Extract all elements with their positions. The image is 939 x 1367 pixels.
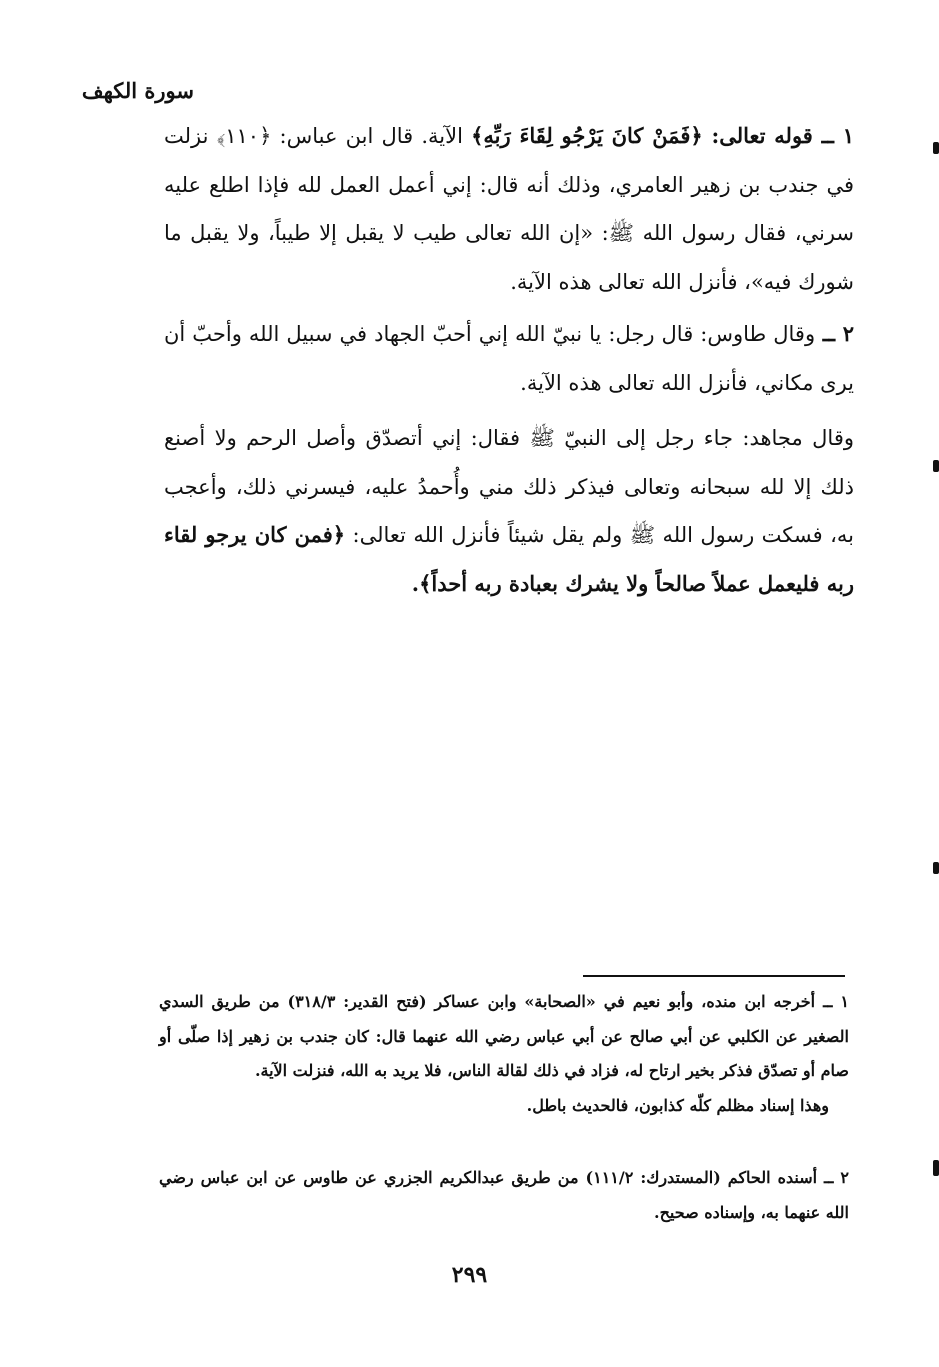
footnote-1-note: وهذا إسناد مظلم كلّه كذابون، فالحديث باطل. [526,1095,829,1115]
paragraph-3-verse: ﴿فمن كان يرجو لقاء ربه فليعمل عملاً صالحاً ولا يشرك بعبادة ربه أحداً﴾. [164,522,854,596]
edge-mark [933,1160,939,1176]
footnote-2-text: ٢ ــ أسنده الحاكم (المستدرك: ١١١/٢) من طريق عبدالكريم الجزري عن طاوس عن ابن عباس رضي الله عنهما به، وإسناده صحيح. [159,1168,850,1222]
page-number: ٢٩٩ [451,1262,488,1288]
edge-mark [933,862,939,874]
paragraph-3-text: وقال مجاهد: جاء رجل إلى النبيّ ﷺ فقال: إني أتصدّق وأصل الرحم ولا أصنع ذلك إلا لله سبحانه وتعالى فيذكر ذلك مني وأُحمدُ عليه، فيسرني ذلك، وأعجب به، فسكت رسول الله ﷺ ولم يقل شيئاً فأنزل الله تعالى: [164,426,854,547]
paragraph-1-lead: قوله تعالى: [702,123,813,148]
footnote-1-text: ١ ــ أخرجه ابن منده، وأبو نعيم في «الصحابة» وابن عساكر (فتح القدير: ٣١٨/٣) من طريق السدي الصغير عن الكلبي عن أبي صالح عن أبي عباس رضي الله عنهما قال: كان جندب بن زهير إذا صلّى أو صام أو تصدّق فذكر بخير ارتاح له، فزاد في ذلك لقالة الناس، فلا يريد به الله، فنزلت الآية. [159,992,849,1080]
paragraph-1 [164,112,854,306]
paragraph-2-number: ٢ ــ [815,321,854,346]
paragraph-1-verse: ﴿فَمَنْ كانَ يَرْجُو لِقَاءَ رَبِّهِ﴾ [471,123,703,148]
footnote-2 [159,1161,849,1230]
edge-mark [933,460,939,472]
paragraph-1-text: الآية. قال ابن عباس: ﴿١١٠﴾ نزلت في جندب بن زهير العامري، وذلك أنه قال: إني أعمل العمل لله فإذا اطلع عليه سرني، فقال رسول الله ﷺ: «إن الله تعالى طيب لا يقبل إلا طيباً، ولا يقبل ما شورك فيه»، فأنزل الله تعالى هذه الآية. [164,124,854,294]
footnote-separator [583,975,845,977]
footnote-1 [159,985,849,1123]
paragraph-2 [164,310,854,407]
paragraph-2-text: وقال طاوس: قال رجل: يا نبيّ الله إني أحبّ الجهاد في سبيل الله وأحبّ أن يرى مكاني، فأنزل الله تعالى هذه الآية. [164,322,854,395]
paragraph-1-number: ١ ــ [812,123,854,148]
surah-title: سورة الكهف [81,78,194,103]
paragraph-3 [164,414,854,608]
edge-mark [933,142,939,154]
